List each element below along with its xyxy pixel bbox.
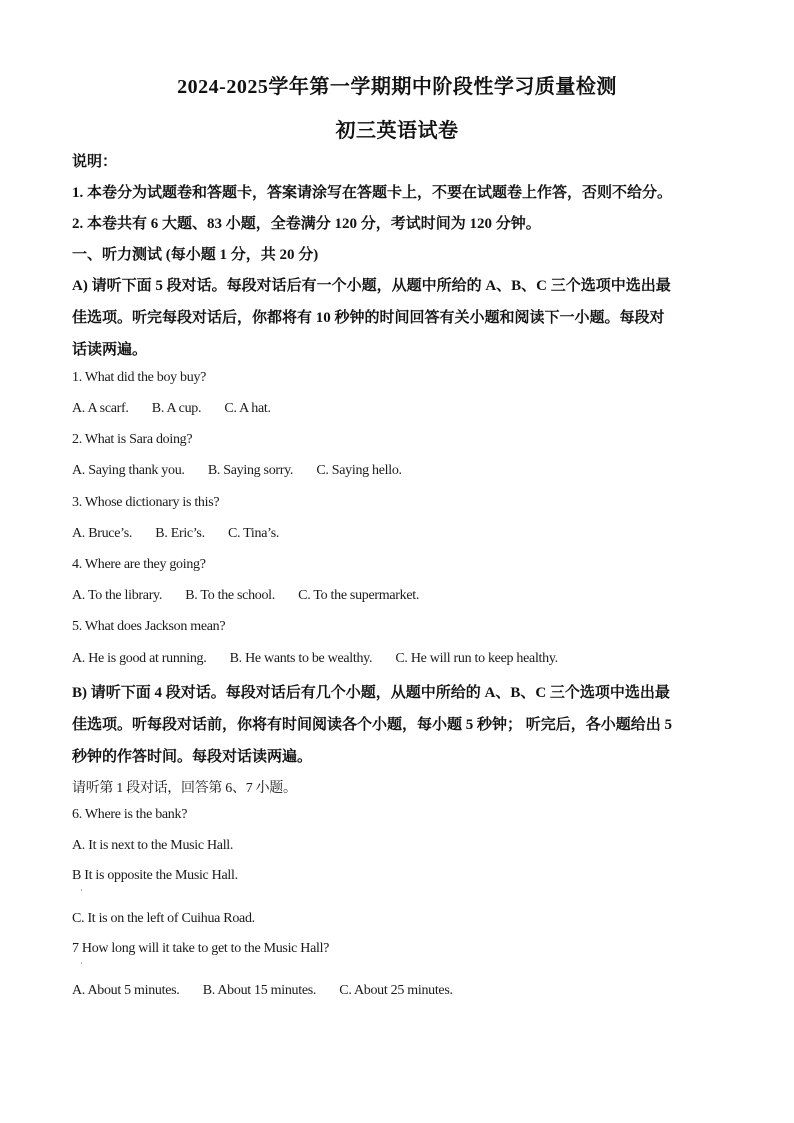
option: B. A cup. bbox=[151, 401, 202, 416]
part-b-note: 请听第 1 段对话，回答第 6、7 小题。 bbox=[72, 781, 297, 796]
question-1: 1. What did the boy buy? bbox=[72, 370, 207, 385]
question-1-options bbox=[72, 401, 722, 417]
part-b-line-3: 秒钟的作答时间。每段对话读两遍。 bbox=[72, 749, 313, 765]
part-a-line-2: 佳选项。听完每段对话后，你都将有 10 秒钟的时间回答有关小题和阅读下一小题。每段对 bbox=[72, 310, 665, 326]
option: A. Bruce’s. bbox=[72, 526, 133, 541]
option: B. Saying sorry. bbox=[207, 463, 294, 478]
option: B. To the school. bbox=[185, 588, 275, 603]
question-5: 5. What does Jackson mean? bbox=[72, 619, 226, 634]
question-6-option-a: A. It is next to the Music Hall. bbox=[72, 838, 234, 853]
question-7: 7 How long will it take to get to the Music Hall? bbox=[72, 941, 330, 956]
section-heading: 一、听力测试 (每小题 1 分，共 20 分) bbox=[72, 247, 319, 263]
question-3: 3. Whose dictionary is this? bbox=[72, 495, 220, 510]
part-b-line-2: 佳选项。听每段对话前，你将有时间阅读各个小题，每小题 5 秒钟； 听完后，各小题给出 5 bbox=[72, 717, 673, 733]
question-2: 2. What is Sara doing? bbox=[72, 432, 193, 447]
question-4: 4. Where are they going? bbox=[72, 557, 206, 572]
question-3-options bbox=[72, 526, 722, 542]
question-5-options bbox=[72, 651, 722, 667]
question-7-options bbox=[72, 983, 722, 999]
option: C. He will run to keep healthy. bbox=[395, 651, 558, 666]
exam-subtitle: 初三英语试卷 bbox=[335, 120, 459, 142]
part-a-line-3: 话读两遍。 bbox=[72, 342, 148, 358]
instruction-2: 2. 本卷共有 6 大题、83 小题，全卷满分 120 分，考试时间为 120 分钟。 bbox=[72, 216, 541, 232]
option: A. Saying thank you. bbox=[72, 463, 185, 478]
option: A. To the library. bbox=[72, 588, 163, 603]
question-2-options bbox=[72, 463, 722, 479]
stray-dot-mark: · bbox=[80, 886, 83, 895]
question-6: 6. Where is the bank? bbox=[72, 807, 188, 822]
instruction-1: 1. 本卷分为试题卷和答题卡，答案请涂写在答题卡上，不要在试题卷上作答，否则不给分。 bbox=[72, 185, 673, 201]
option: B. Eric’s. bbox=[155, 526, 205, 541]
option: A. A scarf. bbox=[72, 401, 129, 416]
option: C. To the supermarket. bbox=[298, 588, 420, 603]
option: A. About 5 minutes. bbox=[72, 983, 180, 998]
part-b-line-1: B) 请听下面 4 段对话。每段对话后有几个小题，从题中所给的 A、B、C 三个选项中选出最 bbox=[72, 685, 670, 701]
part-a-line-1: A) 请听下面 5 段对话。每段对话后有一个小题，从题中所给的 A、B、C 三个选项中选出最 bbox=[72, 278, 671, 294]
option: C. Tina’s. bbox=[227, 526, 280, 541]
option: A. He is good at running. bbox=[72, 651, 207, 666]
option: C. A hat. bbox=[224, 401, 271, 416]
question-6-option-b: B It is opposite the Music Hall. bbox=[72, 868, 238, 883]
question-6-option-c: C. It is on the left of Cuihua Road. bbox=[72, 911, 255, 926]
option: C. Saying hello. bbox=[316, 463, 402, 478]
instructions-label: 说明： bbox=[72, 154, 118, 170]
stray-dot-mark: · bbox=[80, 959, 83, 968]
option: B. He wants to be wealthy. bbox=[229, 651, 373, 666]
exam-title: 2024-2025学年第一学期期中阶段性学习质量检测 bbox=[177, 76, 617, 98]
question-4-options bbox=[72, 588, 722, 604]
option: C. About 25 minutes. bbox=[339, 983, 453, 998]
option: B. About 15 minutes. bbox=[202, 983, 317, 998]
